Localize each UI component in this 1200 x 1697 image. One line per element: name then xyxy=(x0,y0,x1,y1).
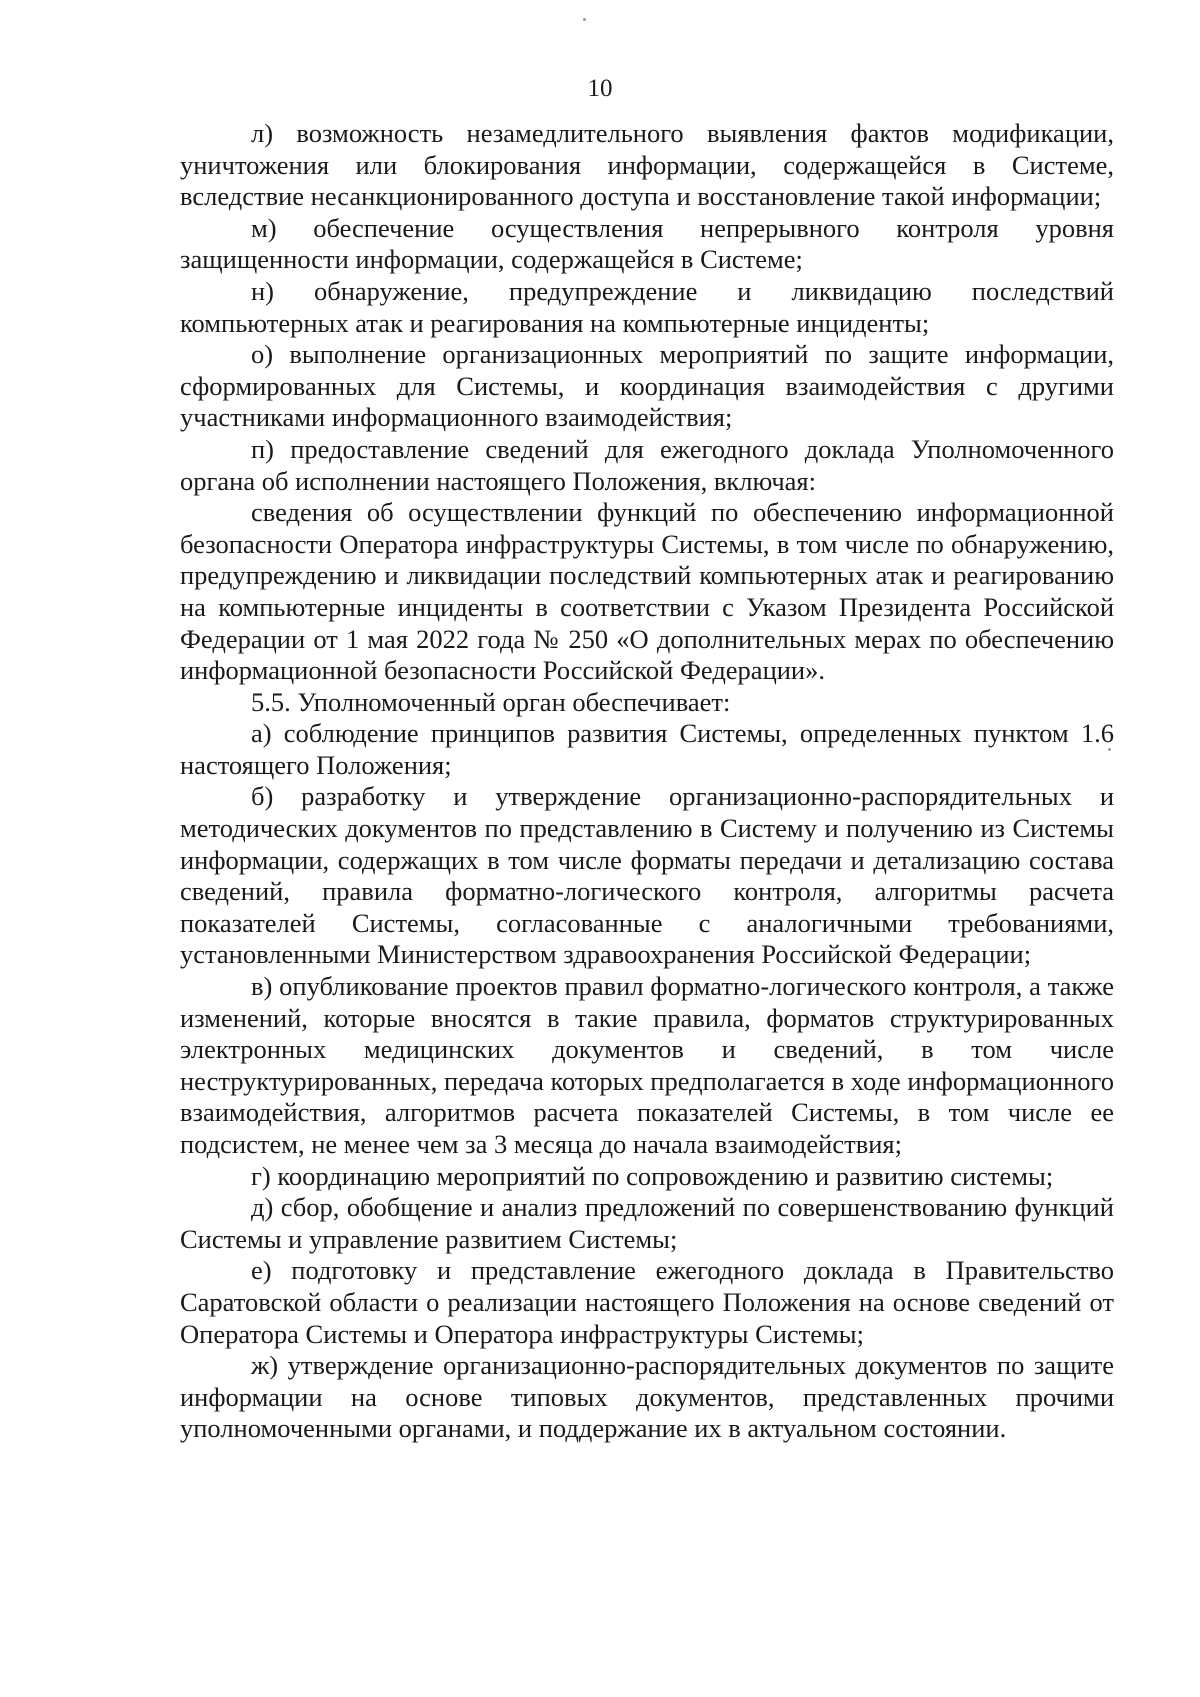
scan-speck xyxy=(583,18,586,21)
paragraph-p: п) предоставление сведений для ежегодного доклада Уполномоченного органа об исполнении настоящего Положения, включая: xyxy=(180,433,1114,496)
paragraph-e: е) подготовку и представление ежегодного доклада в Правительство Саратовской области о реализации настоящего Положения на основе сведений от Оператора Системы и Оператора инфраструктуры Системы; xyxy=(180,1255,1114,1349)
section-heading-5-5: 5.5. Уполномоченный орган обеспечивает: xyxy=(251,686,731,717)
document-body xyxy=(180,118,1114,1445)
paragraph-b: б) разработку и утверждение организационно-распорядительных и методических документов по представлению в Систему и получению из Системы информации, содержащих в том числе форматы передачи и детализацию состава сведений, правила форматно-логического контроля, алгоритмы расчета показателей Системы, согласованные с аналогичными требованиями, установленными Министерством здравоохранения Российской Федерации; xyxy=(180,781,1114,970)
paragraph-g: г) координацию мероприятий по сопровождению и развитию системы; xyxy=(251,1160,1054,1191)
paragraph-o: о) выполнение организационных мероприятий по защите информации, сформированных для Системы, и координация взаимодействия с другими участниками информационного взаимодействия; xyxy=(180,339,1114,433)
paragraph-n: н) обнаружение, предупреждение и ликвидацию последствий компьютерных атак и реагирования на компьютерные инциденты; xyxy=(180,275,1114,338)
paragraph-a: а) соблюдение принципов развития Системы, определенных пунктом 1.6 настоящего Положения; xyxy=(180,718,1114,780)
paragraph-l: л) возможность незамедлительного выявления фактов модификации, уничтожения или блокирования информации, содержащейся в Системе, вследствие несанкционированного доступа и восстановление такой информации; xyxy=(180,118,1114,212)
paragraph-d: д) сбор, обобщение и анализ предложений по совершенствованию функций Системы и управление развитием Системы; xyxy=(180,1192,1114,1254)
page-number: 10 xyxy=(587,75,613,102)
paragraph-p-details: сведения об осуществлении функций по обеспечению информационной безопасности Оператора инфраструктуры Системы, в том числе по обнаружению, предупреждению и ликвидации последствий компьютерных атак и реагированию на компьютерные инциденты в соответствии с Указом Президента Российской Федерации от 1 мая 2022 года № 250 «О дополнительных мерах по обеспечению информационной безопасности Российской Федерации». xyxy=(180,497,1114,686)
paragraph-zh: ж) утверждение организационно-распорядительных документов по защите информации на основе типовых документов, представленных прочими уполномоченными органами, и поддержание их в актуальном состоянии. xyxy=(180,1350,1114,1444)
paragraph-m: м) обеспечение осуществления непрерывного контроля уровня защищенности информации, содержащейся в Системе; xyxy=(180,212,1114,275)
paragraph-v: в) опубликование проектов правил форматно-логического контроля, а также изменений, которые вносятся в такие правила, форматов структурированных электронных медицинских документов и сведений, в том числе неструктурированных, передача которых предполагается в ходе информационного взаимодействия, алгоритмов расчета показателей Системы, в том числе ее подсистем, не менее чем за 3 месяца до начала взаимодействия; xyxy=(180,971,1114,1159)
